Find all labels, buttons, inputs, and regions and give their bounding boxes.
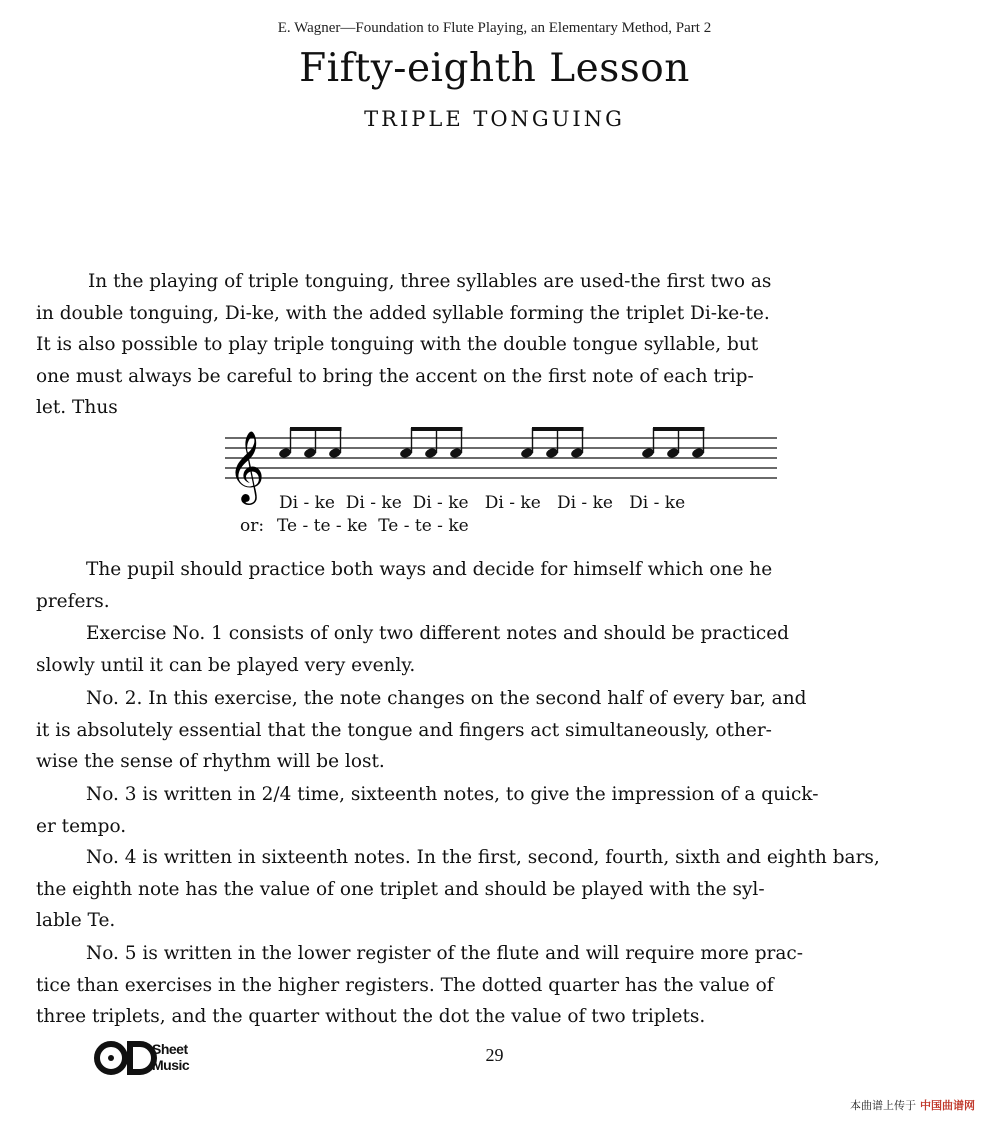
paragraph-line: No. 3 is written in 2/4 time, sixteenth notes, to give the impression of a quick-: [86, 784, 819, 805]
paragraph-1: [36, 554, 962, 617]
paragraph-2: [36, 618, 962, 681]
logo-text-sheet: Sheet: [152, 1041, 188, 1057]
music-example: [225, 425, 785, 543]
paragraph-line: wise the sense of rhythm will be lost.: [36, 751, 385, 772]
syllables-line-1: Di - ke Di - ke Di - ke Di - ke Di - ke Di - ke: [279, 493, 686, 513]
paragraph-line: The pupil should practice both ways and decide for himself which one he: [86, 559, 773, 580]
paragraph-line: lable Te.: [36, 910, 116, 931]
note-beam: [653, 427, 705, 431]
note-group: [278, 427, 342, 459]
intro-line: one must always be careful to bring the accent on the first note of each trip-: [36, 365, 754, 387]
book-header: E. Wagner—Foundation to Flute Playing, an Elementary Method, Part 2: [277, 20, 712, 36]
intro-line: in double tonguing, Di-ke, with the added syllable forming the triplet Di-ke-te.: [36, 302, 770, 324]
syllables-line-2: Te - te - ke Te - te - ke: [277, 516, 469, 536]
paragraph-line: er tempo.: [36, 815, 127, 837]
intro-line: In the playing of triple tonguing, three syllables are used-the first two as: [88, 271, 772, 292]
treble-clef-icon: 𝄞: [228, 429, 265, 502]
note-group: [399, 427, 463, 459]
note-beam: [290, 427, 342, 431]
note-beam: [411, 427, 463, 431]
lesson-subtitle: TRIPLE TONGUING: [364, 107, 625, 131]
note-beam: [532, 427, 584, 431]
paragraph-line: tice than exercises in the higher registers. The dotted quarter has the value of: [36, 974, 774, 996]
upload-note-site: 中国曲谱网: [920, 1099, 975, 1112]
paragraph-line: three triplets, and the quarter without the dot the value of two triplets.: [36, 1006, 706, 1027]
syllables-or-label: or:: [240, 516, 265, 536]
paragraph-3: [36, 683, 962, 778]
intro-paragraph: [36, 266, 962, 424]
intro-line: It is also possible to play triple tonguing with the double tongue syllable, but: [36, 334, 759, 355]
page-number: 29: [485, 1045, 504, 1065]
paragraph-line: the eighth note has the value of one triplet and should be played with the syl-: [36, 878, 765, 900]
paragraph-6: [36, 938, 962, 1033]
lesson-title: Fifty-eighth Lesson: [299, 46, 690, 91]
paragraph-5: [36, 842, 962, 937]
intro-line: let. Thus: [36, 397, 118, 418]
paragraph-4: [36, 779, 962, 842]
paragraph-line: No. 5 is written in the lower register of the flute and will require more prac-: [86, 943, 804, 964]
note-group: [641, 427, 705, 459]
upload-note-text: 本曲谱上传于: [850, 1099, 916, 1112]
paragraph-line: No. 2. In this exercise, the note changes on the second half of every bar, and: [86, 688, 807, 709]
upload-note: [850, 1097, 975, 1113]
paragraph-line: prefers.: [36, 590, 110, 612]
paragraph-line: slowly until it can be played very evenly.: [36, 654, 416, 676]
paragraph-line: Exercise No. 1 consists of only two different notes and should be practiced: [86, 623, 790, 644]
paragraph-line: it is absolutely essential that the tongue and fingers act simultaneously, other-: [36, 719, 772, 741]
note-groups: [278, 427, 705, 459]
logo-text-music: Music: [152, 1057, 190, 1073]
note-group: [520, 427, 584, 459]
paragraph-line: No. 4 is written in sixteenth notes. In the first, second, fourth, sixth and eighth bars,: [86, 847, 880, 868]
